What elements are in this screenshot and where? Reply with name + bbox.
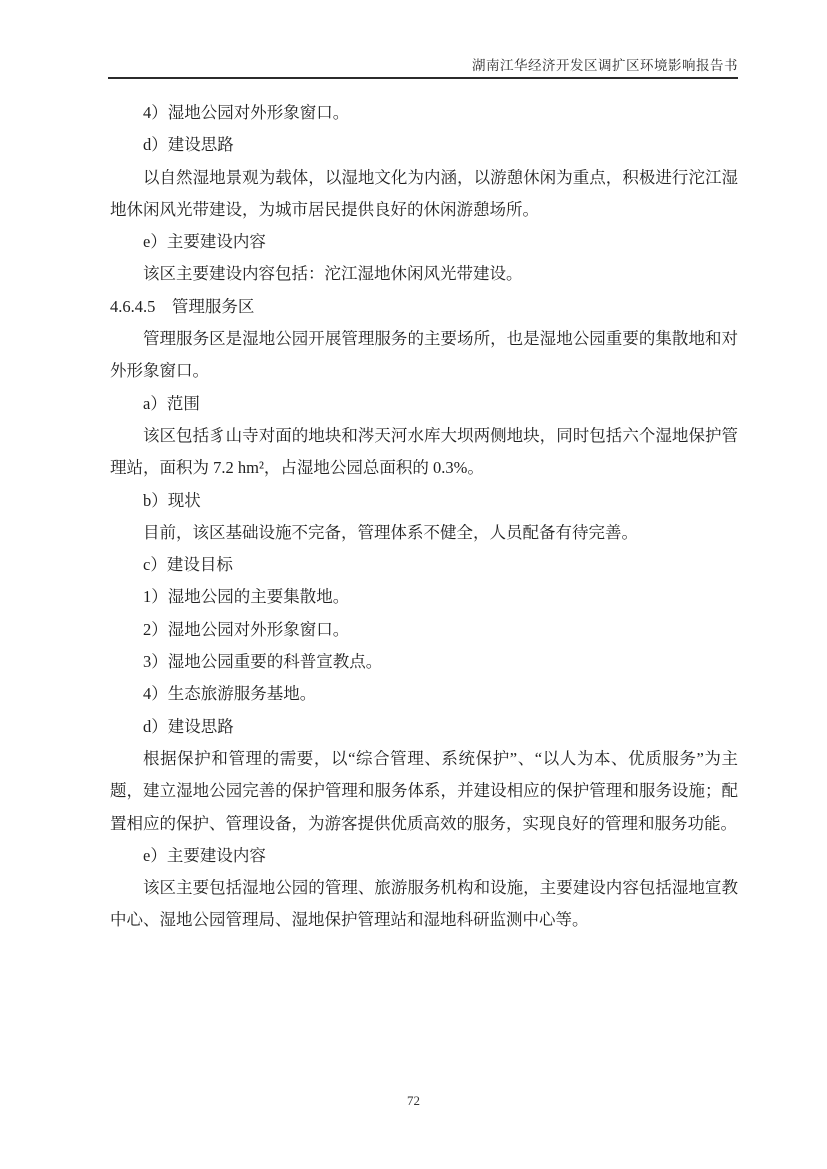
paragraph: 根据保护和管理的需要，以“综合管理、系统保护”、“以人为本、优质服务”为主题，建立湿地公园完善的保护管理和服务体系，并建设相应的保护管理和服务设施；配置相应的保护、管理设备，为游客提供优质高效的服务，实现良好的管理和服务功能。	[110, 748, 738, 833]
list-item: d）建设思路	[143, 716, 234, 736]
document-body	[110, 97, 738, 937]
section-heading: 4.6.4.5 管理服务区	[110, 296, 255, 316]
list-item: d）建设思路	[143, 135, 234, 155]
page-header-title: 湖南江华经济开发区调扩区环境影响报告书	[472, 58, 738, 73]
list-item: e）主要建设内容	[143, 232, 266, 252]
list-item: a）范围	[143, 393, 200, 413]
paragraph: 以自然湿地景观为载体，以湿地文化为内涵，以游憩休闲为重点，积极进行沱江湿地休闲风光带建设，为城市居民提供良好的休闲游憩场所。	[110, 167, 738, 219]
paragraph: 该区主要建设内容包括：沱江湿地休闲风光带建设。	[143, 264, 523, 284]
list-item: e）主要建设内容	[143, 845, 266, 865]
paragraph: 该区包括豸山寺对面的地块和涔天河水库大坝两侧地块，同时包括六个湿地保护管理站，面积为 7.2 hm²，占湿地公园总面积的 0.3%。	[110, 425, 738, 478]
paragraph: 管理服务区是湿地公园开展管理服务的主要场所，也是湿地公园重要的集散地和对外形象窗口。	[110, 329, 738, 381]
list-item: c）建设目标	[143, 555, 233, 575]
paragraph: 该区主要包括湿地公园的管理、旅游服务机构和设施，主要建设内容包括湿地宣教中心、湿地公园管理局、湿地保护管理站和湿地科研监测中心等。	[110, 878, 738, 930]
header-divider	[108, 77, 738, 79]
list-item: 3）湿地公园重要的科普宣教点。	[143, 652, 383, 672]
paragraph: 目前，该区基础设施不完备，管理体系不健全，人员配备有待完善。	[143, 522, 638, 542]
list-item: 2）湿地公园对外形象窗口。	[143, 619, 350, 639]
list-item: 1）湿地公园的主要集散地。	[143, 587, 350, 607]
list-item: 4）湿地公园对外形象窗口。	[143, 103, 350, 122]
list-item: b）现状	[143, 490, 201, 510]
list-item: 4）生态旅游服务基地。	[143, 684, 317, 704]
page-number: 72	[407, 1093, 420, 1108]
